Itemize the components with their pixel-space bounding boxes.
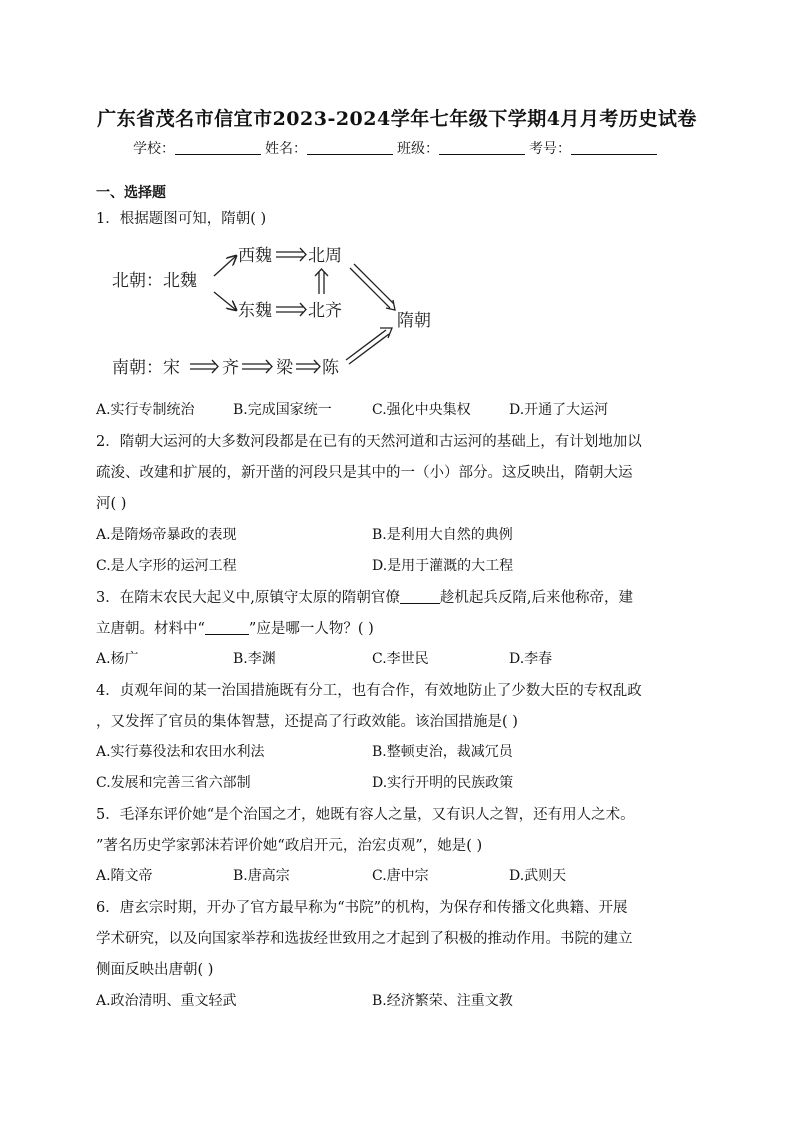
q1-stem: 1．根据题图可知，隋朝( ) [96, 211, 267, 227]
q2-option-a[interactable]: A.是隋炀帝暴政的表现 [96, 527, 237, 543]
school-label: 学校： [133, 141, 175, 157]
diagram-north-zhou: 北周 [308, 246, 342, 266]
section-title: 一、选择题 [96, 185, 166, 201]
q5-option-a[interactable]: A.隋文帝 [96, 868, 153, 884]
q1-option-b[interactable]: B.完成国家统一 [233, 402, 332, 418]
q3-line1-post: 趁机起兵反隋,后来他称帝，建 [439, 590, 633, 606]
q6-option-b[interactable]: B.经济繁荣、注重文教 [372, 993, 513, 1009]
diagram-qi: 齐 [222, 358, 239, 378]
diagram-sui: 隋朝 [397, 311, 431, 331]
diagram-liang: 梁 [276, 358, 293, 378]
q3-line2-pre: 立唐朝。材料中“ [96, 621, 205, 637]
q3-blank-1 [400, 591, 440, 604]
q5-stem-line-2: ”著名历史学家郭沫若评价她“政启开元，治宏贞观”，她是( ) [96, 838, 483, 854]
q1-option-a[interactable]: A.实行专制统治 [96, 402, 195, 418]
name-label: 姓名： [265, 141, 307, 157]
school-blank[interactable] [175, 140, 261, 155]
q6-stem-line-1: 6．唐玄宗时期，开办了官方最早称为“书院”的机构，为保存和传播文化典籍、开展 [96, 900, 628, 916]
q2-stem-line-3: 河( ) [96, 496, 127, 512]
q3-option-a[interactable]: A.杨广 [96, 651, 139, 667]
q2-stem-line-2: 疏浚、改建和扩展的，新开凿的河段只是其中的一（小）部分。这反映出，隋朝大运 [96, 465, 633, 481]
q4-stem-line-1: 4．贞观年间的某一治国措施既有分工，也有合作，有效地防止了少数大臣的专权乱政 [96, 683, 642, 699]
q3-option-d[interactable]: D.李春 [509, 651, 553, 667]
q4-option-b[interactable]: B.整顿吏治，裁减冗员 [372, 744, 513, 760]
diagram-chen: 陈 [322, 358, 339, 378]
exam-title: 广东省茂名市信宜市2023-2024学年七年级下学期4月月考历史试卷 [97, 108, 697, 130]
q3-option-c[interactable]: C.李世民 [372, 651, 429, 667]
number-label: 考号： [529, 141, 571, 157]
student-info-row [0, 138, 794, 158]
q5-option-d[interactable]: D.武则天 [509, 868, 567, 884]
q3-line1-pre: 3．在隋末农民大起义中,原镇守太原的隋朝官僚 [96, 590, 400, 606]
q2-option-c[interactable]: C.是人字形的运河工程 [96, 558, 237, 574]
q4-stem-line-2: ，又发挥了官员的集体智慧，还提高了行政效能。该治国措施是( ) [96, 714, 518, 730]
number-blank[interactable] [571, 140, 657, 155]
q4-option-d[interactable]: D.实行开明的民族政策 [372, 775, 514, 791]
class-blank[interactable] [439, 140, 525, 155]
q5-option-c[interactable]: C.唐中宗 [372, 868, 429, 884]
q3-stem-line-1 [96, 586, 633, 607]
diagram-west-wei: 西魏 [238, 246, 272, 266]
class-label: 班级： [397, 141, 439, 157]
diagram-arrows [190, 248, 395, 373]
dynasty-diagram [110, 236, 450, 386]
q5-option-b[interactable]: B.唐高宗 [233, 868, 290, 884]
q5-stem-line-1: 5．毛泽东评价她“是个治国之才，她既有容人之量，又有识人之智，还有用人之术。 [96, 807, 635, 823]
diagram-east-wei: 东魏 [238, 301, 272, 321]
diagram-south-label: 南朝：宋 [112, 358, 180, 378]
q6-option-a[interactable]: A.政治清明、重文轻武 [96, 993, 237, 1009]
diagram-north-label: 北朝：北魏 [112, 271, 197, 291]
q3-stem-line-2 [96, 617, 374, 638]
q6-stem-line-3: 侧面反映出唐朝( ) [96, 962, 214, 978]
q3-option-b[interactable]: B.李渊 [233, 651, 276, 667]
diagram-north-qi: 北齐 [308, 301, 342, 321]
q1-option-d[interactable]: D.开通了大运河 [509, 402, 609, 418]
q3-blank-2 [205, 622, 249, 635]
q2-stem-line-1: 2．隋朝大运河的大多数河段都是在已有的天然河道和古运河的基础上，有计划地加以 [96, 434, 642, 450]
q3-line2-post: ”应是哪一人物？( ) [248, 621, 374, 637]
q2-option-d[interactable]: D.是用于灌溉的大工程 [372, 558, 514, 574]
q1-option-c[interactable]: C.强化中央集权 [372, 402, 471, 418]
q6-stem-line-2: 学术研究，以及向国家举荐和选拔经世致用之才起到了积极的推动作用。书院的建立 [96, 931, 633, 947]
name-blank[interactable] [307, 140, 393, 155]
q2-option-b[interactable]: B.是利用大自然的典例 [372, 527, 513, 543]
q4-option-a[interactable]: A.实行募役法和农田水利法 [96, 744, 265, 760]
q4-option-c[interactable]: C.发展和完善三省六部制 [96, 775, 251, 791]
